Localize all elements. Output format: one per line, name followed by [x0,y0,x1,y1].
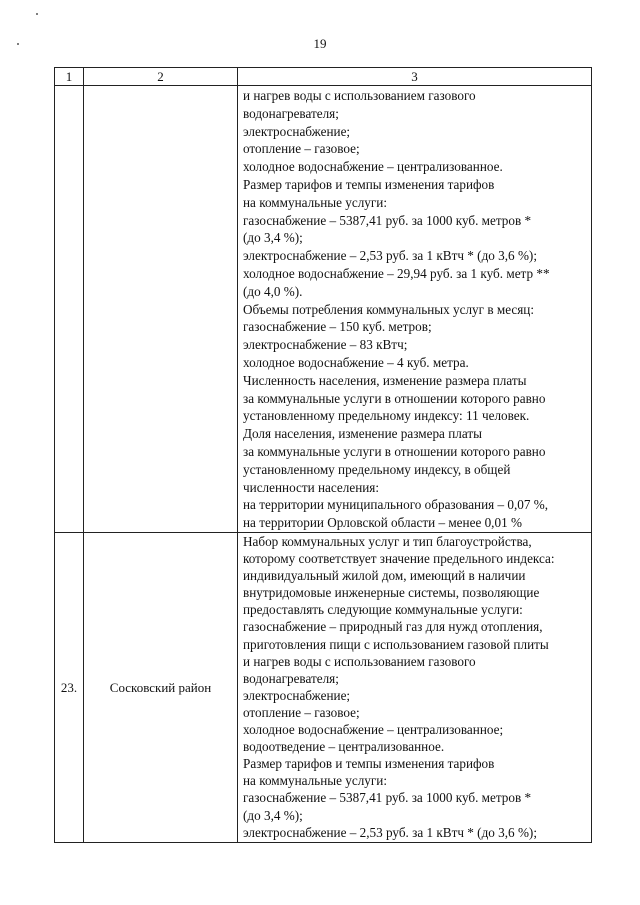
text-line: Объемы потребления коммунальных услуг в месяц: [243,301,535,317]
text-line: за коммунальные услуги в отношении которого равно [243,443,546,459]
text-line: водонагревателя; [243,105,339,121]
text-line: на территории муниципального образования – 0,07 %, [243,497,549,513]
text-line: (до 3,4 %); [243,230,303,246]
description-cell [238,86,592,533]
description-lines [238,533,591,841]
text-line: Размер тарифов и темпы изменения тарифов [243,176,495,192]
text-line: установленному предельному индексу: 11 человек. [243,408,530,424]
scan-speck [36,13,38,15]
text-line: предоставлять следующие коммунальные услуги: [243,602,523,618]
header-cell: 1 [55,68,84,86]
table-row-23 [55,533,592,843]
number-cell-empty [55,86,84,533]
text-line: Размер тарифов и темпы изменения тарифов [243,756,495,772]
text-line: газоснабжение – природный газ для нужд отопления, [243,619,543,635]
row-number: 23. [55,533,84,843]
text-line: приготовления пищи с использованием газовой плиты [243,636,549,652]
text-line: внутридомовые инженерные системы, позволяющие [243,585,540,601]
header-cell: 2 [84,68,238,86]
text-line: численности населения: [243,479,380,495]
text-line: электроснабжение; [243,687,351,703]
page-number: 19 [313,36,327,51]
text-line: установленному предельному индексу, в общей [243,461,511,477]
text-line: которому соответствует значение предельного индекса: [243,551,555,567]
text-line: и нагрев воды с использованием газового [243,88,476,103]
text-line: индивидуальный жилой дом, имеющий в наличии [243,568,526,584]
text-line: и нагрев воды с использованием газового [243,653,476,669]
text-line: на территории Орловской области – менее 0,01 % [243,515,522,531]
table-header-row [55,68,592,86]
text-line: холодное водоснабжение – централизованное. [243,159,503,175]
text-line: электроснабжение – 2,53 руб. за 1 кВтч * (до 3,6 %); [243,248,537,264]
text-line: водоотведение – централизованное. [243,739,445,755]
text-line: холодное водоснабжение – 29,94 руб. за 1 куб. метр ** [243,265,550,281]
text-line: электроснабжение – 2,53 руб. за 1 кВтч * (до 3,6 %); [243,824,537,840]
text-line: Доля населения, изменение размера платы [243,426,482,442]
header-cell: 3 [238,68,592,86]
text-line: отопление – газовое; [243,141,360,157]
text-line: электроснабжение – 83 кВтч; [243,337,408,353]
table-row-continued [55,86,592,533]
text-line: газоснабжение – 5387,41 руб. за 1000 куб. метров * [243,790,532,806]
text-line: водонагревателя; [243,670,339,686]
text-line: Набор коммунальных услуг и тип благоустройства, [243,534,532,549]
text-line: за коммунальные услуги в отношении которого равно [243,390,546,406]
text-line: электроснабжение; [243,123,351,139]
text-line: (до 3,4 %); [243,807,303,823]
description-lines [238,86,591,532]
text-line: на коммунальные услуги: [243,194,388,210]
text-line: холодное водоснабжение – 4 куб. метра. [243,354,469,370]
text-line: (до 4,0 %). [243,283,303,299]
region-name: Сосковский район [84,533,238,843]
region-cell-empty [84,86,238,533]
text-line: газоснабжение – 5387,41 руб. за 1000 куб. метров * [243,212,532,228]
tariff-table [54,67,592,843]
text-line: газоснабжение – 150 куб. метров; [243,319,432,335]
description-cell [238,533,592,843]
text-line: на коммунальные услуги: [243,773,388,789]
text-line: холодное водоснабжение – централизованное; [243,722,504,738]
text-line: Численность населения, изменение размера платы [243,372,527,388]
text-line: отопление – газовое; [243,704,360,720]
